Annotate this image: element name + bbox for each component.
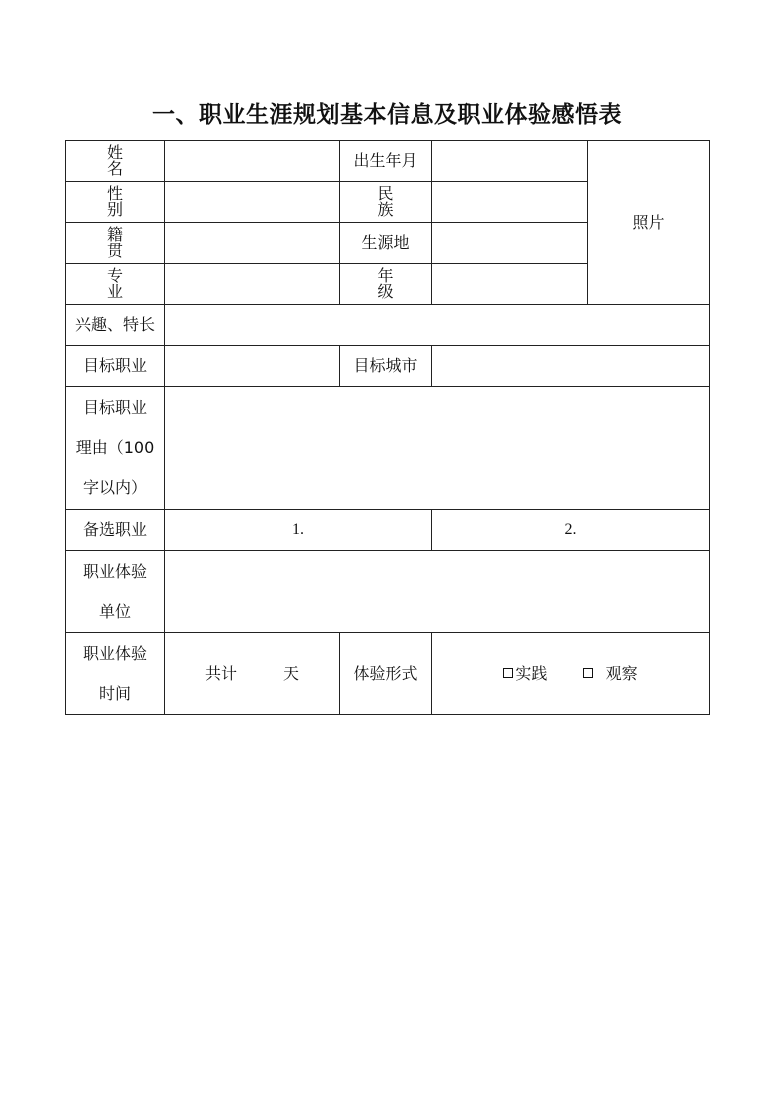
checkbox-icon[interactable] bbox=[583, 668, 593, 678]
input-birth[interactable] bbox=[432, 141, 588, 182]
label-major: 专 业 bbox=[66, 264, 165, 305]
label-unit-line2: 单位 bbox=[98, 602, 131, 621]
label-name: 姓 名 bbox=[66, 141, 165, 182]
input-reason[interactable] bbox=[165, 387, 710, 510]
label-target-job: 目标职业 bbox=[66, 346, 165, 387]
input-name[interactable] bbox=[165, 141, 340, 182]
input-origin[interactable] bbox=[432, 223, 588, 264]
label-alt-job: 备选职业 bbox=[66, 510, 165, 551]
label-time-line2: 时间 bbox=[98, 684, 131, 703]
label-gender: 性 别 bbox=[66, 182, 165, 223]
label-reason-line2: 理由（100 bbox=[75, 438, 155, 457]
label-birth: 出生年月 bbox=[340, 141, 432, 182]
label-unit bbox=[66, 551, 165, 633]
photo-cell[interactable]: 照片 bbox=[588, 141, 710, 305]
label-time bbox=[66, 633, 165, 715]
label-reason-line1: 目标职业 bbox=[82, 398, 147, 417]
total-prefix: 共计 bbox=[204, 663, 237, 683]
input-total-days[interactable] bbox=[165, 633, 340, 715]
input-unit[interactable] bbox=[165, 551, 710, 633]
info-form-table bbox=[65, 140, 710, 715]
input-target-job[interactable] bbox=[165, 346, 340, 387]
input-gender[interactable] bbox=[165, 182, 340, 223]
label-time-line1: 职业体验 bbox=[82, 644, 147, 663]
form-options bbox=[432, 633, 710, 715]
input-major[interactable] bbox=[165, 264, 340, 305]
label-form: 体验形式 bbox=[340, 633, 432, 715]
label-reason bbox=[66, 387, 165, 510]
input-grade[interactable] bbox=[432, 264, 588, 305]
alt-job-2[interactable]: 2. bbox=[432, 510, 710, 551]
label-origin: 生源地 bbox=[340, 223, 432, 264]
total-suffix: 天 bbox=[283, 663, 300, 683]
label-unit-line1: 职业体验 bbox=[82, 562, 147, 581]
page-title: 一、职业生涯规划基本信息及职业体验感悟表 bbox=[152, 102, 622, 128]
label-grade: 年 级 bbox=[340, 264, 432, 305]
option-observe[interactable]: 观察 bbox=[583, 664, 637, 683]
input-target-city[interactable] bbox=[432, 346, 710, 387]
label-native-place: 籍 贯 bbox=[66, 223, 165, 264]
input-interests[interactable] bbox=[165, 305, 710, 346]
label-reason-line3: 字以内） bbox=[82, 478, 147, 497]
alt-job-1[interactable]: 1. bbox=[165, 510, 432, 551]
label-ethnicity: 民 族 bbox=[340, 182, 432, 223]
option-practice[interactable]: 实践 bbox=[503, 664, 547, 683]
label-interests: 兴趣、特长 bbox=[66, 305, 165, 346]
input-native-place[interactable] bbox=[165, 223, 340, 264]
checkbox-icon[interactable] bbox=[503, 668, 513, 678]
label-target-city: 目标城市 bbox=[340, 346, 432, 387]
input-ethnicity[interactable] bbox=[432, 182, 588, 223]
